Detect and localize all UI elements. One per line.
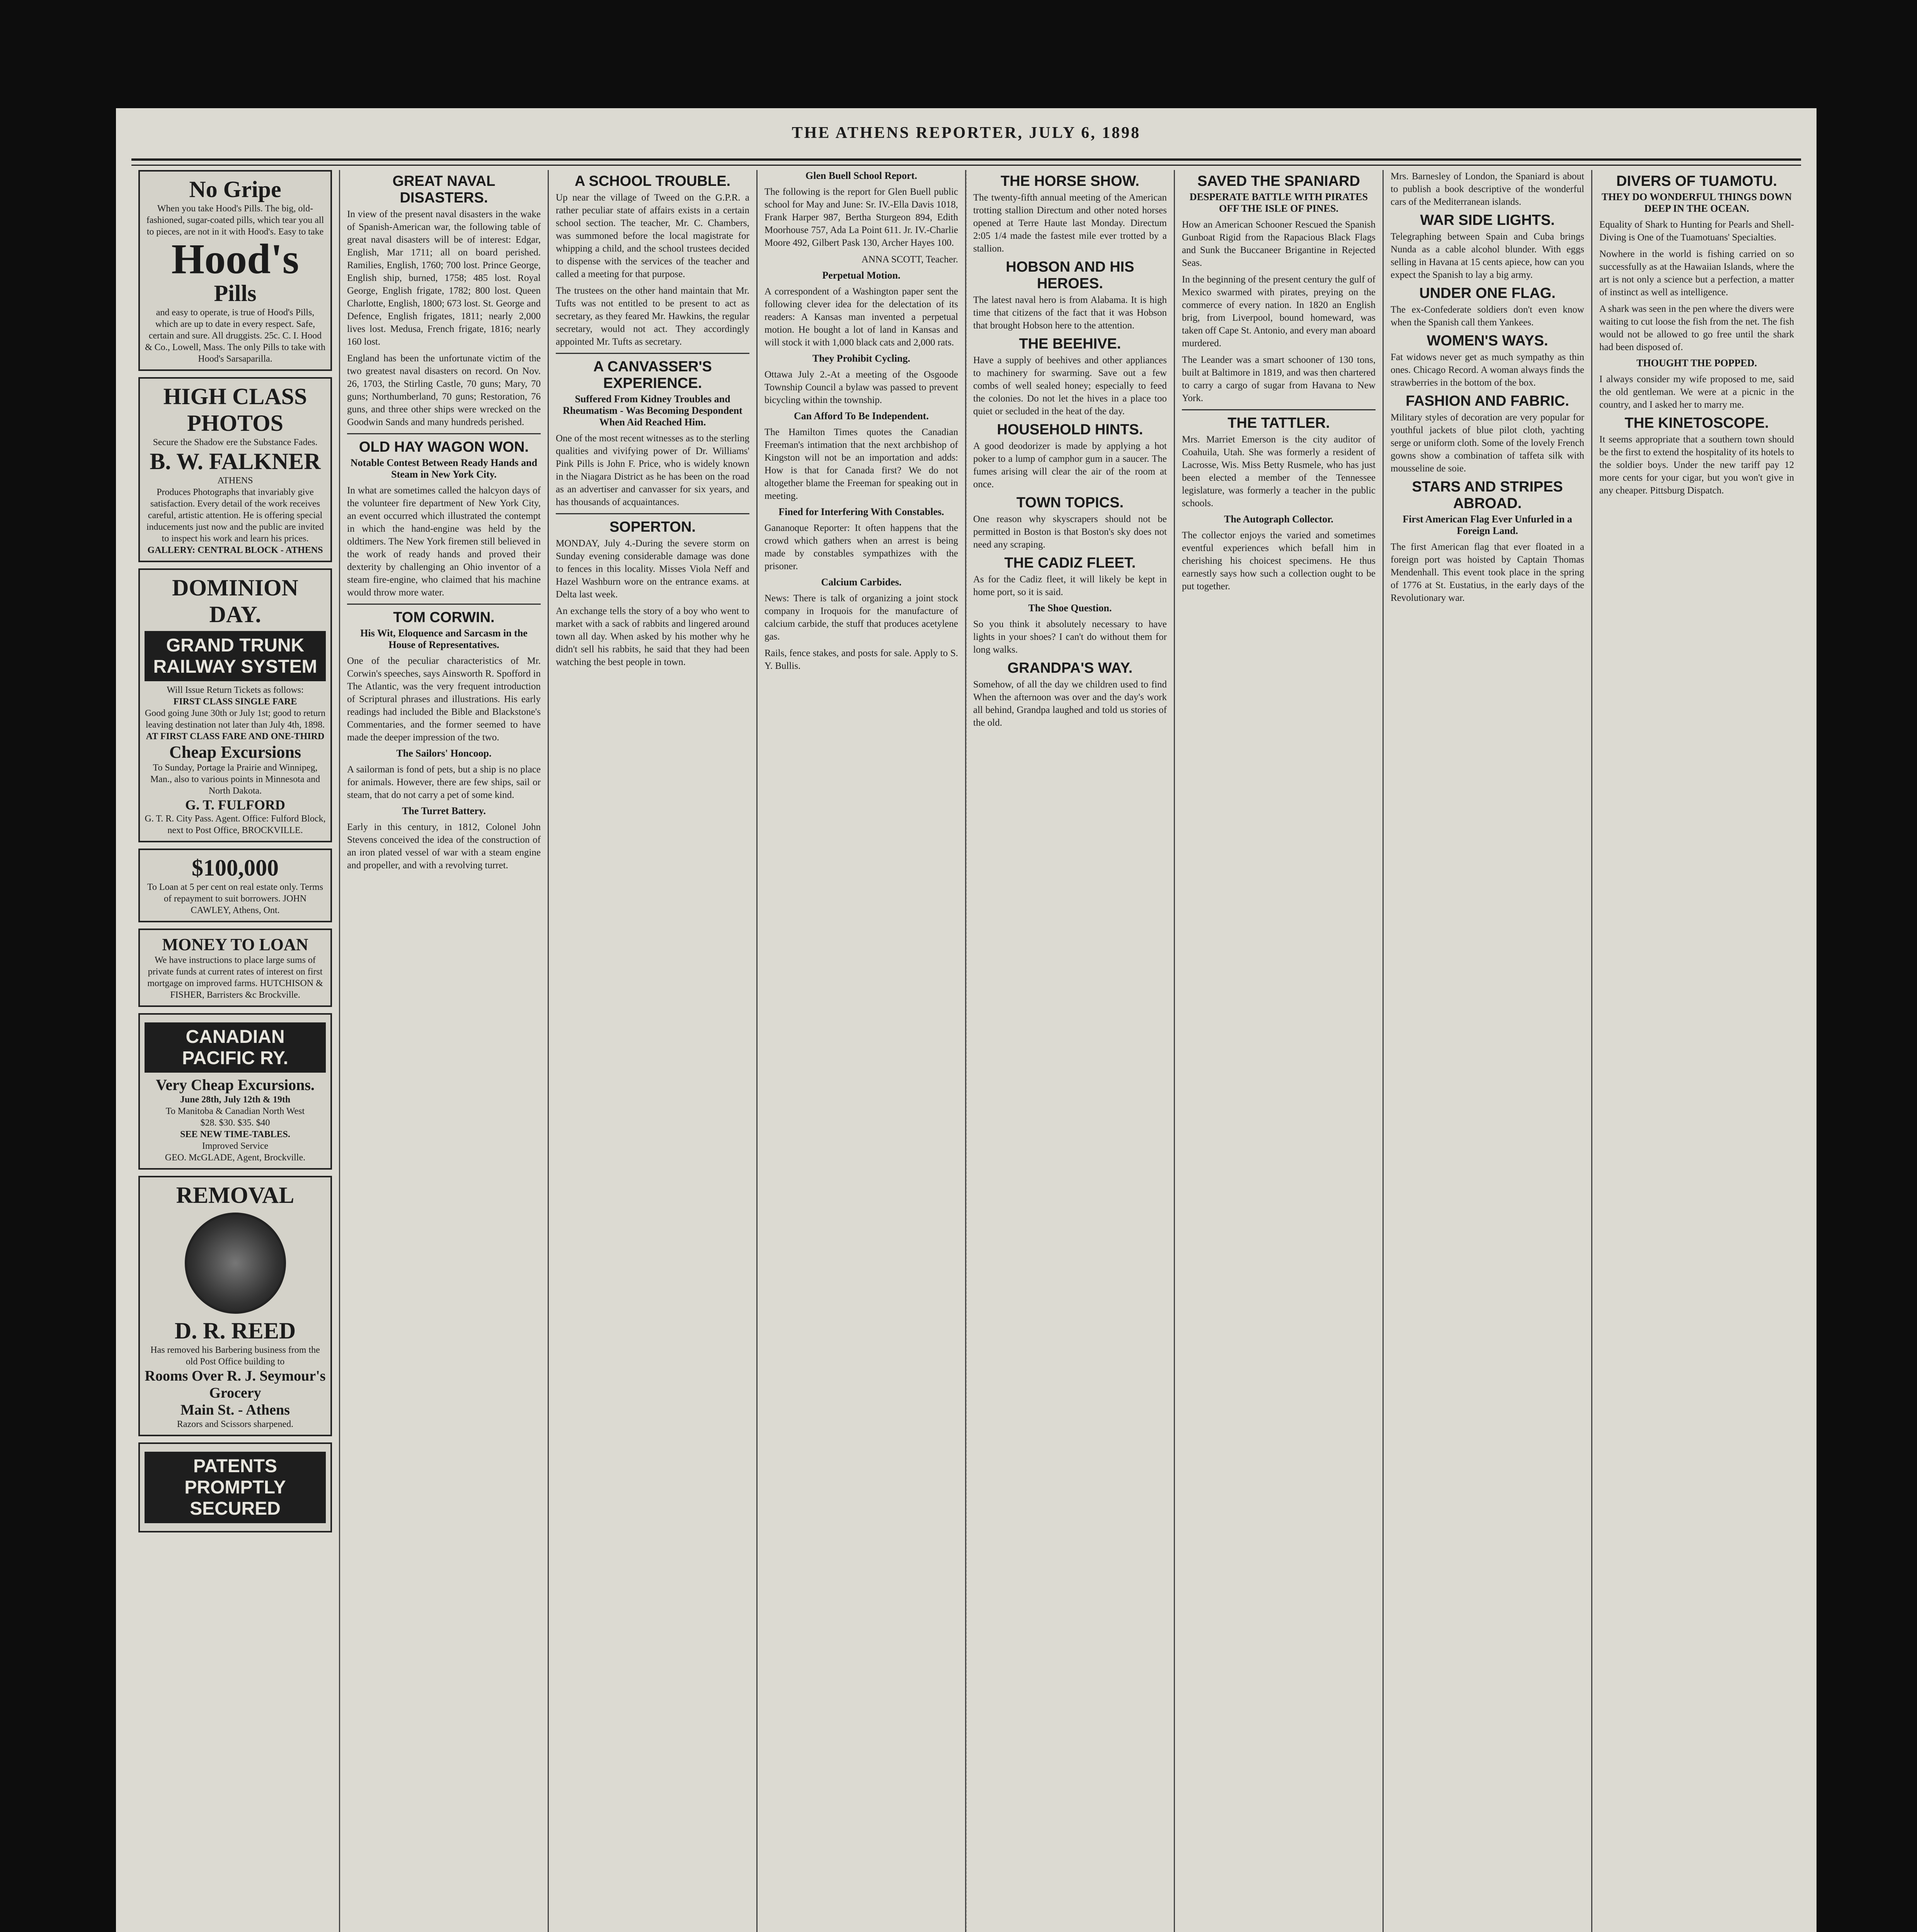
school-report-signature: ANNA SCOTT, Teacher. [861, 254, 958, 265]
cpr-contact: GEO. McGLADE, Agent, Brockville. [165, 1153, 306, 1163]
saved-spaniard-subhead: DESPERATE BATTLE WITH PIRATES OFF THE ISLE OF PINES. [1189, 191, 1368, 214]
hoods-pills-ad [138, 170, 332, 371]
page-fold-line [966, 170, 967, 1932]
divers-text-1: Equality of Shark to Hunting for Pearls and Shell-Diving is One of the Tuamotuans' Specialties. [1599, 219, 1794, 243]
cpr-timetables: SEE NEW TIME-TABLES. [180, 1129, 290, 1139]
naval-disasters-p2: England has been the unfortunate victim of the two greatest naval disasters on record. On Nov. 26, 1703, the Stirling Castle, 70 guns; Mary, 70 guns; Northumberland, 70 guns; Restoration, 76 guns, and three other ships were wrecked on the Goodwin Sands and many hundreds perished. [347, 353, 541, 427]
photo-copy: Produces Photographs that invariably give satisfaction. Every detail of the work receives careful, artistic attention. He is offering special inducements just now and the public are invited to inspect his work and learn his prices. [146, 487, 324, 544]
popped-headline: THOUGHT THE POPPED. [1636, 357, 1757, 369]
photo-town: ATHENS [217, 476, 253, 486]
column-1-ads [131, 170, 340, 1932]
fashion-text: Military styles of decoration are very popular for youthful jackets of blue pilot cloth, yachting serge or uniform cloth. Some of the lovely French gowns show a combination of taffeta silk with mousseline de soie. [1391, 412, 1584, 474]
cpr-destination: To Manitoba & Canadian North West [165, 1106, 305, 1116]
beehive-text: Have a supply of beehives and other appliances to machinery for swarming. Save out a few combs of well sealed honey; especially to feed the colonies. Do not let the hives in a place too quiet or secluded in the heat of the day. [973, 355, 1167, 417]
cpr-title: Very Cheap Excursions. [156, 1076, 315, 1094]
column-rule [556, 513, 749, 514]
school-trouble-p2: The trustees on the other hand maintain that Mr. Tufts was not entitled to be present to act as secretary, as they feared Mr. Hawkins, the regular secretary, would not act. They accordingly appointed Mr. Tufts as secretary. [556, 286, 749, 347]
naval-disasters-p1: In view of the present naval disasters in the wake of Spanish-American war, the following table of great naval disasters will be of interest: Edgar, English, Mar 1711; all on board perished. Ramilies, English, 1760; 700 lost. Prince George, English ship, burned, 1758; 485 lost. Royal George, English frigate, 1782; 800 lost. Queen Charlotte, English, 1800; 673 lost. St. George and Defence, English frigates, 1811; nearly 2,000 lives lost. Medusa, French frigate, 1816; nearly 160 lost. [347, 209, 541, 347]
shoe-text: So you think it absolutely necessary to have lights in your shoes? I can't do without them for long walks. [973, 619, 1167, 655]
exchange-text: An exchange tells the story of a boy who went to market with a sack of rabbits and lingered around town all day. When asked by his mother why he didn't sell his rabbits, he said that they had been watching the best people in town. [556, 606, 749, 667]
hoods-pills-brand-sub: Pills [214, 281, 257, 306]
calcium-headline: Calcium Carbides. [821, 577, 902, 588]
independent-text: The Hamilton Times quotes the Canadian Freeman's intimation that the next archbishop of Kingston will not be an importation and adds: How is that for Canada first? We do not altogether blame the Freeman for speaking out in meeting. [764, 427, 958, 501]
removal-ad [138, 1176, 332, 1436]
falkner-photo-ad [138, 377, 332, 562]
cadiz-fleet-headline: THE CADIZ FLEET. [1004, 555, 1136, 571]
kinetoscope-text: It seems appropriate that a southern town should be the first to extend the hospitality of its hotels to the soldier boys. Under the new tariff pay 12 more cents for your cigar, but you won't give in any cheaper. Pittsburg Dispatch. [1599, 434, 1794, 496]
stars-stripes-text: The first American flag that ever floated in a foreign port was hoisted by Captain Thomas Mendenhall. This event took place in the spring of 1776 at St. Eustatius, in the early days of the Revolutionary war. [1391, 542, 1584, 603]
newspaper-page [116, 108, 1817, 1932]
cpr-dates: June 28th, July 12th & 19th [180, 1095, 291, 1105]
grand-trunk-copy-2: Good going June 30th or July 1st; good to return leaving destination not later than July 4th, 1898. [145, 708, 326, 730]
hobson-text: The latest naval hero is from Alabama. It is high time that citizens of the fact that it was Hobson that brought Hobson here to the attention. [973, 295, 1167, 331]
kinetoscope-headline: THE KINETOSCOPE. [1624, 415, 1769, 431]
dominion-day-ad [138, 568, 332, 842]
masthead-rule [131, 158, 1801, 166]
shoe-headline: The Shoe Question. [1028, 602, 1112, 614]
saved-spaniard-text-2: In the beginning of the present century the gulf of Mexico swarmed with pirates, preying on the commerce of every nation. In 1820 an English brig, from Liverpool, bound homeward, was taken off Cape St. Antonio, and every man aboard murdered. [1182, 274, 1376, 349]
divers-subhead: THEY DO WONDERFUL THINGS DOWN DEEP IN THE OCEAN. [1601, 191, 1792, 214]
hoods-pills-copy-2: and easy to operate, is true of Hood's Pills, which are up to date in every respect. Safe, certain and sure. All druggists. 25c. C. I. Hood & Co., Lowell, Mass. The only Pills to take with Hood's Sarsaparilla. [145, 308, 325, 364]
honcoop-headline: The Sailors' Honcoop. [396, 748, 492, 759]
school-trouble-p1: Up near the village of Tweed on the G.P.R. a rather peculiar state of affairs exists in a certain school section. The teacher, Mr. C. Chambers, was summoned before the local magistrate for whipping a child, and the school trustees decided to dispense with the services of the teacher and called a meeting for that purpose. [556, 192, 749, 279]
loan-ad [138, 849, 332, 922]
rails-notice: Rails, fence stakes, and posts for sale. Apply to S. Y. Bullis. [764, 648, 958, 671]
photo-title: HIGH CLASS PHOTOS [163, 384, 307, 436]
grandpa-text: Somehow, of all the day we children used to find When the afternoon was over and the day's work all behind, Grandpa laughed and told us stories of the old. [973, 679, 1167, 728]
column-5 [966, 170, 1175, 1932]
canvasser-text: One of the most recent witnesses as to the sterling qualities and vivifying power of Dr. Williams' Pink Pills is John F. Price, who is widely known in the Niagara District as he has been on the road as an advertiser and canvasser for six years, and has thousands of acquaintances. [556, 433, 749, 507]
grandpa-headline: GRANDPA'S WAY. [1007, 660, 1133, 676]
canvasser-headline: A CANVASSER'S EXPERIENCE. [593, 359, 712, 391]
cpr-ad [138, 1013, 332, 1170]
hoods-pills-brand: Hood's [171, 235, 299, 282]
hay-wagon-text: In what are sometimes called the halcyon days of the volunteer fire department of New York City, an event occurred which illustrated the contempt in which the hand-engine was held by the oldtimers. The New York firemen still believed in the work of ready hands and proved their dexterity by challenging an Ohio inventor of a steam fire-engine, who claimed that his machine would throw more water. [347, 485, 541, 598]
photo-gallery: GALLERY: CENTRAL BLOCK - ATHENS [147, 545, 323, 555]
cheap-excursions-title: Cheap Excursions [169, 743, 301, 762]
fined-headline: Fined for Interfering With Constables. [778, 506, 944, 517]
hobson-headline: HOBSON AND HIS HEROES. [1006, 259, 1134, 292]
hoods-pills-copy: When you take Hood's Pills. The big, old-fashioned, sugar-coated pills, which tear you all to pieces, are not in it with Hood's. Easy to take [146, 204, 324, 237]
saved-spaniard-headline: SAVED THE SPANIARD [1197, 173, 1360, 189]
turret-text: Early in this century, in 1812, Colonel John Stevens conceived the idea of the construction of an iron plated vessel of war with a steam engine and propeller, and with a revolving turret. [347, 822, 541, 871]
col7-intro-text: Mrs. Barnesley of London, the Spaniard is about to publish a book descriptive of the wonderful cars of the Mediterranean islands. [1391, 171, 1584, 207]
fined-text: Gananoque Reporter: It often happens that the crowd which gathers when an arrest is being made by constables sympathizes with the prisoner. [764, 523, 958, 571]
autograph-text: The collector enjoys the varied and sometimes eventful experiences which befall him in cherishing his choicest specimens. He thus earnestly says how such a collection ought to be put together. [1182, 530, 1376, 592]
motion-text: A correspondent of a Washington paper sent the following clever idea for the delectation of its readers: A Kansas man invented a perpetual motion. He bought a lot of land in Kansas and will stock it with 1,000 black cats and 2,000 rats. [764, 286, 958, 348]
school-report-headline: Glen Buell School Report. [805, 170, 917, 181]
household-hints-text: A good deodorizer is made by applying a hot poker to a lump of camphor gum in a saucer. The fumes arising will clear the air of the room at once. [973, 441, 1167, 490]
reed-copy: Has removed his Barbering business from the old Post Office building to [150, 1345, 320, 1367]
reed-main: Main St. - Athens [180, 1402, 290, 1418]
hoods-pills-headline: No Gripe [189, 177, 281, 202]
reed-rooms: Rooms Over R. J. Seymour's Grocery [145, 1368, 326, 1401]
hay-wagon-subhead: Notable Contest Between Ready Hands and Steam in New York City. [350, 457, 538, 480]
column-4 [758, 170, 966, 1932]
grand-trunk-fare: FIRST CLASS SINGLE FARE [173, 697, 297, 707]
column-rule [347, 604, 541, 605]
soperton-headline: SOPERTON. [609, 519, 696, 535]
soperton-text: MONDAY, July 4.-During the severe storm on Sunday evening considerable damage was done to fences in this locality. Misses Viola Neff and Hazel Washburn wore on the entrance exams. at Delta last week. [556, 538, 749, 600]
dominion-day-title: DOMINION DAY. [172, 575, 298, 627]
town-topics-headline: TOWN TOPICS. [1016, 495, 1124, 511]
column-rule [556, 353, 749, 354]
cpr-logo: CANADIAN PACIFIC RY. [145, 1022, 326, 1073]
photo-name: B. W. FALKNER [150, 449, 321, 474]
womens-ways-text: Fat widows never get as much sympathy as thin ones. Chicago Record. A woman always finds the strawberries in the bottom of the box. [1391, 352, 1584, 388]
cpr-service: Improved Service [202, 1141, 269, 1151]
barber-illustration [185, 1213, 286, 1314]
reed-note: Razors and Scissors sharpened. [177, 1419, 294, 1429]
womens-ways-headline: WOMEN'S WAYS. [1427, 333, 1548, 349]
column-8 [1592, 170, 1801, 1932]
agent-office: G. T. R. City Pass. Agent. Office: Fulford Block, next to Post Office, BROCKVILLE. [145, 814, 326, 835]
hay-wagon-headline: OLD HAY WAGON WON. [359, 439, 529, 455]
saved-spaniard-text-3: The Leander was a smart schooner of 130 tons, built at Baltimore in 1819, and was then chartered to carry a cargo of sugar from Havana to New York. [1182, 355, 1376, 403]
war-side-lights-headline: WAR SIDE LIGHTS. [1420, 212, 1555, 228]
fashion-headline: FASHION AND FABRIC. [1406, 393, 1569, 409]
loan-copy: To Loan at 5 per cent on real estate only. Terms of repayment to suit borrowers. JOHN CAWLEY, Athens, Ont. [147, 882, 323, 915]
column-7 [1384, 170, 1592, 1932]
beehive-headline: THE BEEHIVE. [1019, 336, 1121, 352]
tattler-headline: THE TATTLER. [1227, 415, 1330, 431]
household-hints-headline: HOUSEHOLD HINTS. [997, 422, 1143, 438]
cheap-excursions-copy: To Sunday, Portage la Prairie and Winnipeg, Man., also to various points in Minnesota and North Dakota. [150, 763, 320, 796]
corwin-text: One of the peculiar characteristics of Mr. Corwin's speeches, says Ainsworth R. Spofford in The Atlantic, was the very frequent introduction of Scriptural phrases and illustrations. His early readings had included the Bible and Blackstone's Commentaries, and the former seemed to have made the deeper impression of the two. [347, 656, 541, 743]
corwin-headline: TOM CORWIN. [393, 609, 495, 626]
war-side-lights-text: Telegraphing between Spain and Cuba brings Nunda as a cable alcohol blunder. With eggs selling in Havana at 15 cents apiece, how can you expect the Spanish to lay a big army. [1391, 231, 1584, 280]
tattler-text: Mrs. Marriet Emerson is the city auditor of Coahuila, Utah. She was formerly a resident of Lacrosse, Wis. Miss Betty Rusmele, who has just been elected a member of the Tennessee legislature, was formerly a teacher in the public schools. [1182, 434, 1376, 509]
independent-headline: Can Afford To Be Independent. [794, 410, 929, 422]
horse-show-text: The twenty-fifth annual meeting of the American trotting stallion Directum and other noted horses opened at Terre Haute last Monday. Directum 2:05 1/4 made the fastest mile ever trotted by a stallion. [973, 192, 1167, 254]
naval-disasters-headline: GREAT NAVAL DISASTERS. [392, 173, 495, 206]
divers-text-2: Nowhere in the world is fishing carried on so successfully as at the Hawaiian Islands, where the art is not only a science but a perfection, a matter of instinct as well as intelligence. [1599, 249, 1794, 298]
patents-ad [138, 1442, 332, 1532]
motion-headline: Perpetual Motion. [822, 270, 901, 281]
calcium-text: News: There is talk of organizing a joint stock company in Iroquois for the manufacture of calcium carbide, the stuff that produces acetylene gas. [764, 593, 958, 642]
reed-name: D. R. REED [174, 1318, 296, 1344]
loan-amount: $100,000 [192, 855, 279, 881]
saved-spaniard-text-1: How an American Schooner Rescued the Spanish Gunboat Rigid from the Rapacious Black Flags and Sunk the Buccaneer Brigantine in Rejected Seas. [1182, 219, 1376, 268]
horse-show-headline: THE HORSE SHOW. [1001, 173, 1139, 189]
stars-stripes-subhead: First American Flag Ever Unfurled in a Foreign Land. [1403, 514, 1572, 536]
popped-text: I always consider my wife proposed to me, said the old gentleman. We were at a picnic in the country, and I asked her to marry me. [1599, 374, 1794, 410]
masthead: THE ATHENS REPORTER, JULY 6, 1898 [792, 124, 1141, 142]
divers-text-3: A shark was seen in the pen where the divers were waiting to cut loose the fish from the net. The fish would not be allowed to go free until the shark had been disposed of. [1599, 304, 1794, 352]
column-rule [1182, 409, 1376, 410]
cpr-prices: $28. $30. $35. $40 [200, 1118, 270, 1128]
cadiz-fleet-text: As for the Cadiz fleet, it will likely be kept in home port, so it is said. [973, 574, 1167, 597]
autograph-headline: The Autograph Collector. [1224, 514, 1333, 525]
under-one-flag-text: The ex-Confederate soldiers don't even know when the Spanish call them Yankees. [1391, 304, 1584, 328]
money-copy: We have instructions to place large sums of private funds at current rates of interest on first mortgage on improved farms. HUTCHISON & FISHER, Barristers &c Brockville. [147, 955, 323, 1000]
school-trouble-headline: A SCHOOL TROUBLE. [574, 173, 731, 189]
under-one-flag-headline: UNDER ONE FLAG. [1419, 285, 1556, 301]
grand-trunk-copy: Will Issue Return Tickets as follows: [167, 685, 304, 695]
column-2 [340, 170, 549, 1932]
honcoop-text: A sailorman is fond of pets, but a ship is no place for animals. However, there are few ships, sail or steam, that do not carry a pet of some kind. [347, 764, 541, 800]
column-6 [1175, 170, 1384, 1932]
divers-headline: DIVERS OF TUAMOTU. [1616, 173, 1777, 189]
agent-name: G. T. FULFORD [185, 797, 285, 813]
money-title: MONEY TO LOAN [162, 935, 308, 954]
column-3 [549, 170, 758, 1932]
photo-subtitle: Secure the Shadow ere the Substance Fades. [153, 437, 318, 447]
grand-trunk-logo: GRAND TRUNK RAILWAY SYSTEM [145, 631, 326, 681]
money-to-loan-ad [138, 929, 332, 1007]
patents-title: PATENTS PROMPTLY SECURED [145, 1452, 326, 1523]
turret-headline: The Turret Battery. [402, 805, 486, 816]
column-rule [347, 433, 541, 434]
prohibit-headline: They Prohibit Cycling. [812, 353, 911, 364]
stars-stripes-headline: STARS AND STRIPES ABROAD. [1412, 479, 1563, 512]
town-topics-text: One reason why skyscrapers should not be permitted in Boston is that Boston's sky does not need any scraping. [973, 514, 1167, 550]
grand-trunk-fare-2: AT FIRST CLASS FARE AND ONE-THIRD [146, 731, 325, 742]
prohibit-text: Ottawa July 2.-At a meeting of the Osgoode Township Council a bylaw was passed to prevent bicycling within the township. [764, 369, 958, 405]
school-report-text: The following is the report for Glen Buell public school for May and June: Sr. IV.-Ella Davis 1018, Frank Harper 987, Bertha Sturgeon 894, Edith Moorhouse 757, Ada La Point 611. Jr. IV.-Charlie Moore 492, Gilbert Pask 130, Archer Hayes 100. [764, 187, 958, 248]
canvasser-subhead: Suffered From Kidney Troubles and Rheumatism - Was Becoming Despondent When Aid Reached Him. [563, 393, 742, 428]
corwin-subhead: His Wit, Eloquence and Sarcasm in the House of Representatives. [360, 628, 528, 650]
removal-title: REMOVAL [176, 1182, 295, 1208]
